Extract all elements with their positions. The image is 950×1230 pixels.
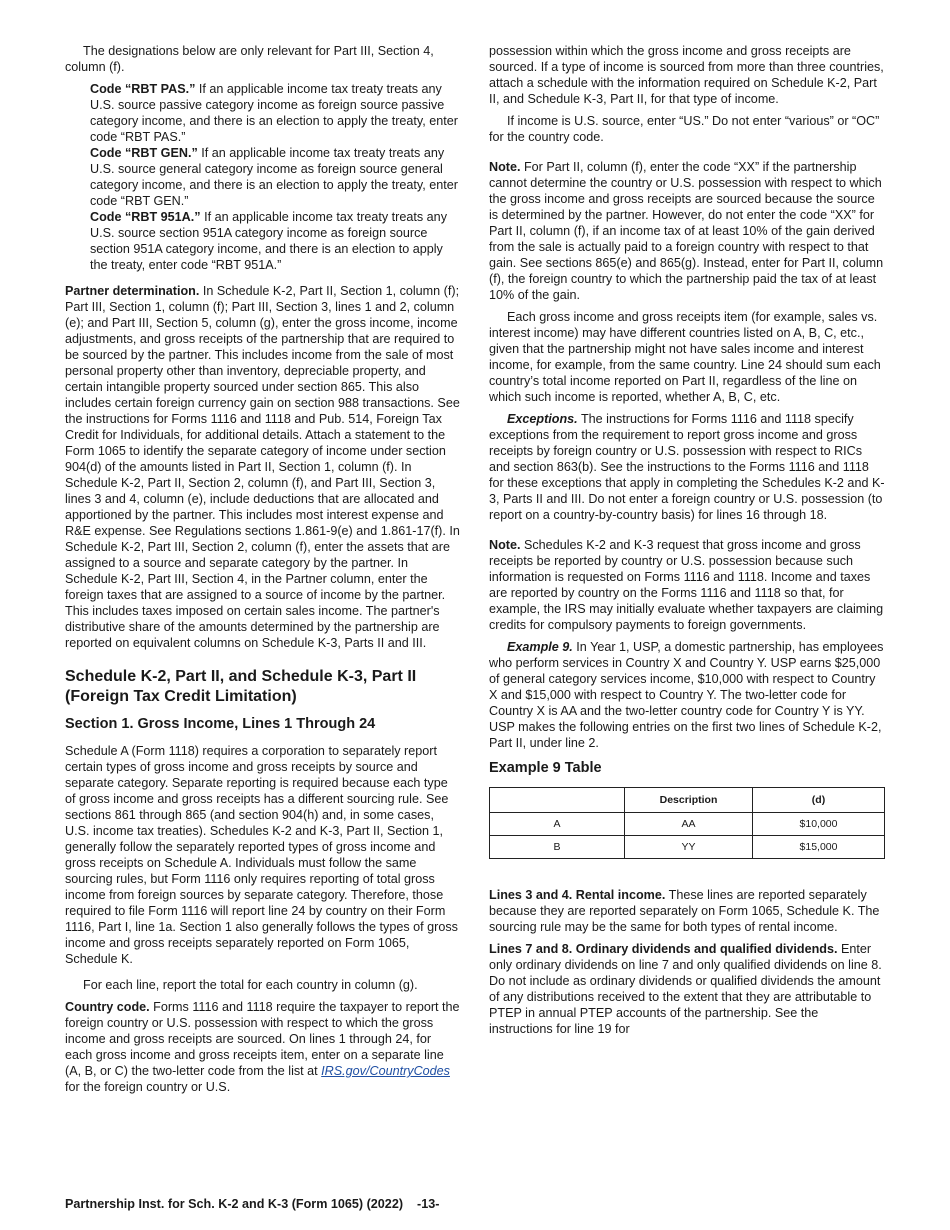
continued-paragraph: possession within which the gross income and gross receipts are sourced. If a type of income is sourced from more than three countries, attach a schedule with the information required on Schedule K-2, Part II, and Schedule K-3, Part II, for that type of income. bbox=[489, 44, 884, 106]
intro-paragraph: The designations below are only relevant for Part III, Section 4, column (f). bbox=[65, 44, 434, 74]
rental-income-paragraph: Lines 3 and 4. Rental income. These lines are reported separately because they are reported separately on Form 1065, Schedule K. The sourcing rule may be the same for both types of rental income. bbox=[489, 888, 880, 934]
note-xx-paragraph: Note. For Part II, column (f), enter the code “XX” if the partnership cannot determine the country or U.S. possession with respect to which the gross income and gross receipts are sourced because the source is determined by the partner. However, do not enter the code “XX” for Part II, column (f), if an income tax of at least 10% of the gain derived from the sale is actually paid to a foreign country with respect to that gain. See sections 865(e) and 865(g). Instead, enter for Part II, column (f), the foreign country to which the partnership paid the tax of at least 10% of the gain. bbox=[489, 160, 884, 302]
example-9-table bbox=[489, 787, 885, 859]
table-cell: YY bbox=[625, 836, 753, 859]
country-codes-link[interactable]: IRS.gov/CountryCodes bbox=[321, 1064, 450, 1078]
left-column bbox=[65, 43, 460, 1095]
example-9-paragraph: Example 9. In Year 1, USP, a domestic partnership, has employees who perform services in Country X and Country Y. USP earns $25,000 of general category services income, $10,000 with respect to Country X and $15,000 with respect to Country Y. The two-letter code for Country X is AA and the two-letter country code for Country Y is YY. USP makes the following entries on the first two lines of Schedule K-2, Part II, under line 2. bbox=[489, 640, 884, 750]
table-cell: $15,000 bbox=[753, 836, 885, 859]
table-header-cell bbox=[490, 788, 625, 813]
partner-determination-paragraph: Partner determination. In Schedule K-2, Part II, Section 1, column (f); Part III, Section 1, column (f); Part III, Section 3, lines 1 and 2, column (e); and Part III, Section 5, column (g), enter the gross income, income adjustments, and gross receipts of the partnership that are required to be sourced by the partner. This includes income from the sale of most personal property other than inventory, depreciable property, and certain intangible property sourced under section 865. This also includes certain foreign currency gain on section 988 transactions. See the instructions for Forms 1116 and 1118 and Pub. 514, Foreign Tax Credit for Individuals, for additional details. Attach a statement to the Form 1065 to identify the separate category of income under section 904(d) of the amounts listed in Part II, Section 1, column (f). In Schedule K-2, Part II, Section 2, column (f), and Part III, Section 3, lines 3 and 4, column (e), include deductions that are allocated and apportioned by the partner. This includes most interest expense and R&E expense. See Regulations sections 1.861-9(e) and 1.861-17(f). In Schedule K-2, Part III, Section 2, column (f), enter the assets that are assigned to a source and separate category by the partner. In Schedule K-2, Part III, Section 4, in the Partner column, enter the foreign taxes that are assigned to a source of income by the partner. This includes taxes imposed on certain sales income. The partner's distributive share of the amounts determined by the partnership are reported on equivalent columns on Schedule K-3, Parts II and III. bbox=[65, 284, 460, 650]
section-subheading: Section 1. Gross Income, Lines 1 Through 24 bbox=[65, 716, 376, 732]
rbt-codes-list bbox=[65, 81, 460, 273]
table-header-cell: (d) bbox=[753, 788, 885, 813]
code-rbt-gen: Code “RBT GEN.” If an applicable income tax treaty treats any U.S. source general category income as foreign source general category income, and there is an election to apply the treaty, enter code “RBT GEN.” bbox=[90, 146, 458, 208]
us-source-paragraph: If income is U.S. source, enter “US.” Do not enter “various” or “OC” for the country code. bbox=[489, 114, 880, 144]
code-rbt-951a: Code “RBT 951A.” If an applicable income tax treaty treats any U.S. source section 951A category income as foreign source section 951A category income, and there is an election to apply the treaty, enter code “RBT 951A.” bbox=[90, 210, 447, 272]
exceptions-paragraph: Exceptions. The instructions for Forms 1116 and 1118 specify exceptions from the requirement to report gross income and gross receipts by foreign country or U.S. possession with respect to RICs and section 863(b). See the instructions to the Forms 1116 and 1118 for these exceptions that apply in completing the Schedules K-2 and K-3, Parts II and III. Do not enter a foreign country or U.S. possession (to report on a country-by-country basis) for lines 16 through 18. bbox=[489, 412, 885, 522]
example-table-title: Example 9 Table bbox=[489, 760, 602, 776]
code-rbt-pas: Code “RBT PAS.” If an applicable income tax treaty treats any U.S. source passive category income as foreign source passive category income, and there is an election to apply the treaty, enter code “RBT PAS.” bbox=[90, 82, 458, 144]
page-footer bbox=[65, 1196, 439, 1212]
each-item-paragraph: Each gross income and gross receipts item (for example, sales vs. interest income) may have different countries listed on A, B, C, etc., given that the partnership might not have sales income and interest income, for example, from the same country. Line 24 should sum each country’s total income reported on Part II, regardless of the line on which such income is reported, whether A, B, C, etc. bbox=[489, 310, 881, 404]
table-cell: A bbox=[490, 813, 625, 836]
table-cell: AA bbox=[625, 813, 753, 836]
table-header-row bbox=[490, 788, 885, 813]
note-schedules-paragraph: Note. Schedules K-2 and K-3 request that gross income and gross receipts be reported by country or U.S. possession because such information is requested on Forms 1116 and 1118. Income and taxes are reported by country on the Forms 1116 and 1118 so that, for example, the IRS may initially evaluate whether taxpayers are claiming credits for compulsory payments to foreign governments. bbox=[489, 538, 884, 632]
table-cell: $10,000 bbox=[753, 813, 885, 836]
table-cell: B bbox=[490, 836, 625, 859]
page-number: -13- bbox=[417, 1197, 440, 1211]
table-row bbox=[490, 813, 885, 836]
table-header-cell: Description bbox=[625, 788, 753, 813]
schedule-a-paragraph: Schedule A (Form 1118) requires a corporation to separately report certain types of gross income and gross receipts by source and separate category. Separate reporting is required because each type of gross income and gross receipts has a different sourcing rule. See sections 861 through 865 (and section 904(h) and, in some cases, U.S. income tax treaties). Schedules K-2 and K-3, Part II, Section 1, generally follow the separately reported types of gross income and gross receipts on Schedule A. Individuals must follow the same sourcing rules, but Form 1116 only requires reporting of total gross income from foreign sources by separate category. Therefore, those required to file Form 1116 will report line 24 by country on their Form 1116, Part I, line 1a. Section 1 also generally follows the types of gross income and gross receipts separately reported on Form 1065, Schedule K. bbox=[65, 744, 458, 966]
country-code-paragraph: Country code. Forms 1116 and 1118 require the taxpayer to report the foreign country or U.S. possession with respect to which the gross income and gross receipts are sourced. On lines 1 through 24, for each gross income and gross receipts item, enter on a separate line (A, B, or C) the two-letter code from the list at IRS.gov/CountryCodes for the foreign country or U.S. bbox=[65, 1000, 460, 1094]
each-line-paragraph: For each line, report the total for each country in column (g). bbox=[83, 978, 418, 992]
footer-title: Partnership Inst. for Sch. K-2 and K-3 (Form 1065) (2022) bbox=[65, 1197, 404, 1211]
dividends-paragraph: Lines 7 and 8. Ordinary dividends and qualified dividends. Enter only ordinary dividends on line 7 and only qualified dividends on line 8. Do not include as ordinary dividends or qualified dividends the amount of any distributions received to the extent that they are attributable to PTEP in annual PTEP accounts of the partnership. See the instructions for line 19 for bbox=[489, 942, 882, 1036]
table-row bbox=[490, 836, 885, 859]
right-column bbox=[489, 43, 885, 1037]
section-heading: Schedule K-2, Part II, and Schedule K-3, Part II (Foreign Tax Credit Limitation) bbox=[65, 668, 417, 705]
